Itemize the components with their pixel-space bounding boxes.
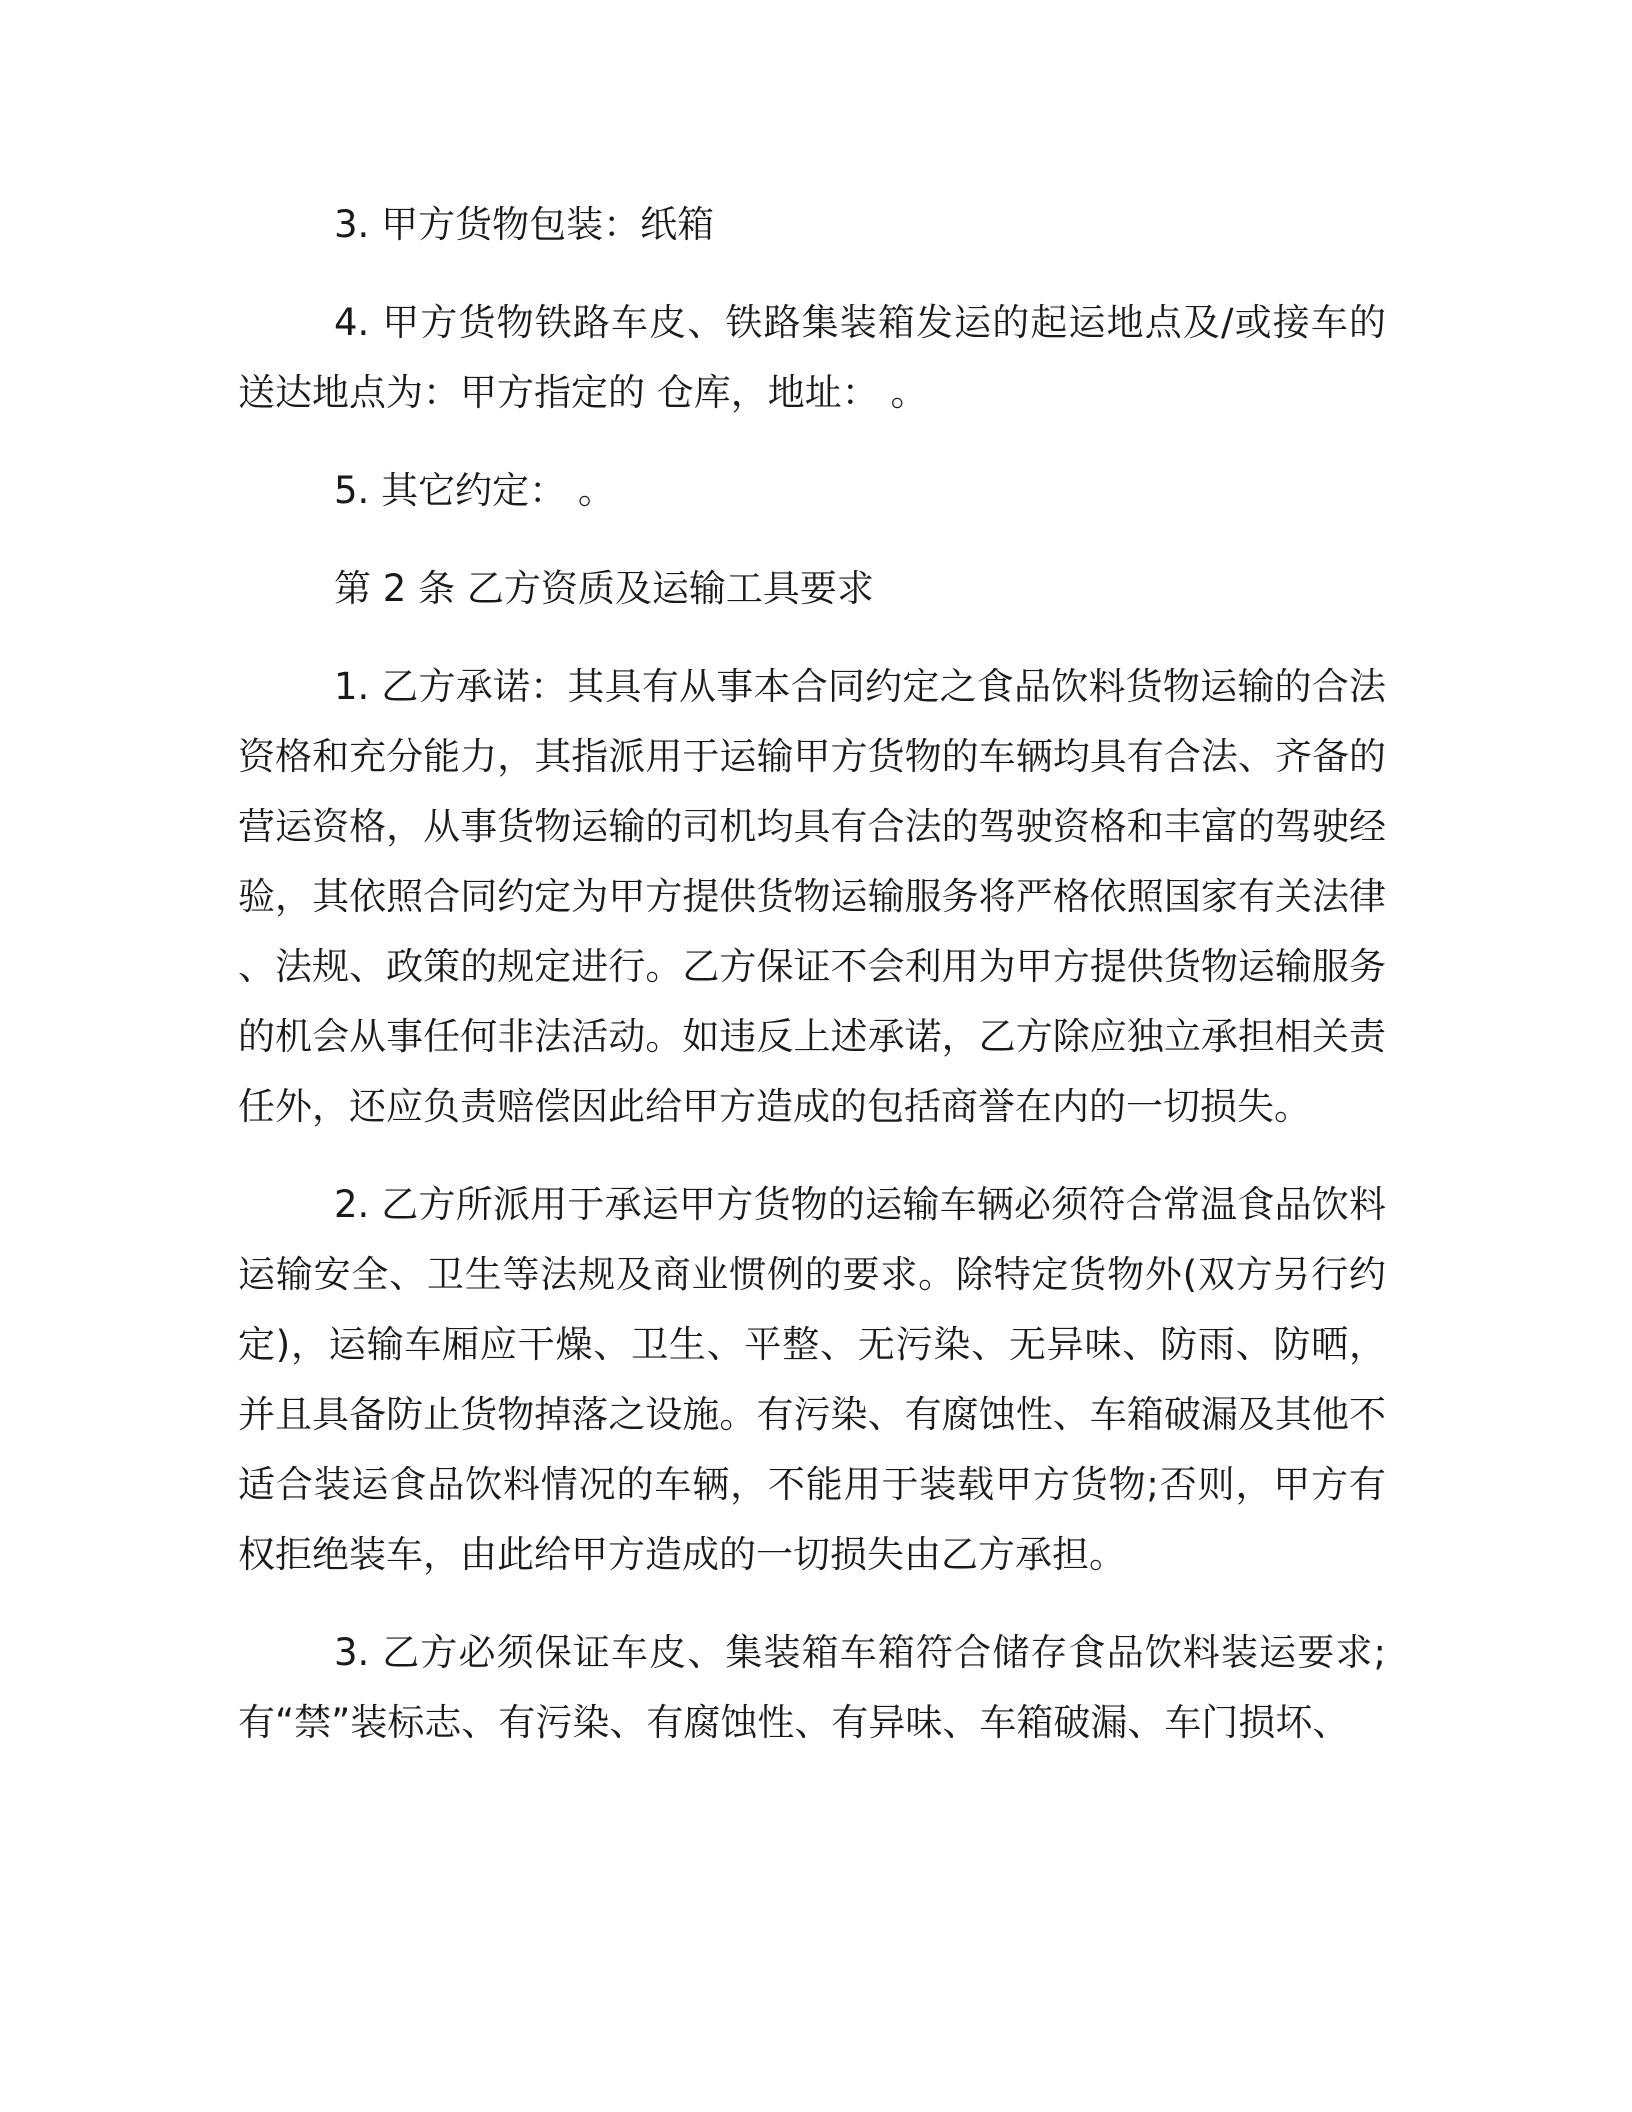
paragraph-container-requirements: 3. 乙方必须保证车皮、集装箱车箱符合储存食品饮料装运要求;有“禁”装标志、有污染、有腐蚀性、有异味、车箱破漏、车门损坏、	[238, 1631, 1386, 1744]
paragraph-packaging: 3. 甲方货物包装：纸箱	[334, 203, 715, 246]
document-body	[238, 190, 1386, 1786]
paragraph-shipping-location: 4. 甲方货物铁路车皮、铁路集装箱发运的起运地点及/或接车的送达地点为：甲方指定的 仓库，地址： 。	[238, 301, 1386, 414]
paragraph-qualification-commitment: 1. 乙方承诺：其具有从事本合同约定之食品饮料货物运输的合法资格和充分能力，其指派用于运输甲方货物的车辆均具有合法、齐备的营运资格，从事货物运输的司机均具有合法的驾驶资格和丰富的驾驶经验，其依照合同约定为甲方提供货物运输服务将严格依照国家有关法律、法规、政策的规定进行。乙方保证不会利用为甲方提供货物运输服务的机会从事任何非法活动。如违反上述承诺，乙方除应独立承担相关责任外，还应负责赔偿因此给甲方造成的包括商誉在内的一切损失。	[238, 665, 1386, 1128]
section-heading-article-2: 第 2 条 乙方资质及运输工具要求	[334, 567, 874, 610]
paragraph-other-terms: 5. 其它约定： 。	[334, 469, 615, 512]
paragraph-vehicle-requirements: 2. 乙方所派用于承运甲方货物的运输车辆必须符合常温食品饮料运输安全、卫生等法规及商业惯例的要求。除特定货物外(双方另行约定)，运输车厢应干燥、卫生、平整、无污染、无异味、防雨、防晒，并且具备防止货物掉落之设施。有污染、有腐蚀性、车箱破漏及其他不适合装运食品饮料情况的车辆，不能用于装载甲方货物;否则，甲方有权拒绝装车，由此给甲方造成的一切损失由乙方承担。	[238, 1183, 1386, 1576]
